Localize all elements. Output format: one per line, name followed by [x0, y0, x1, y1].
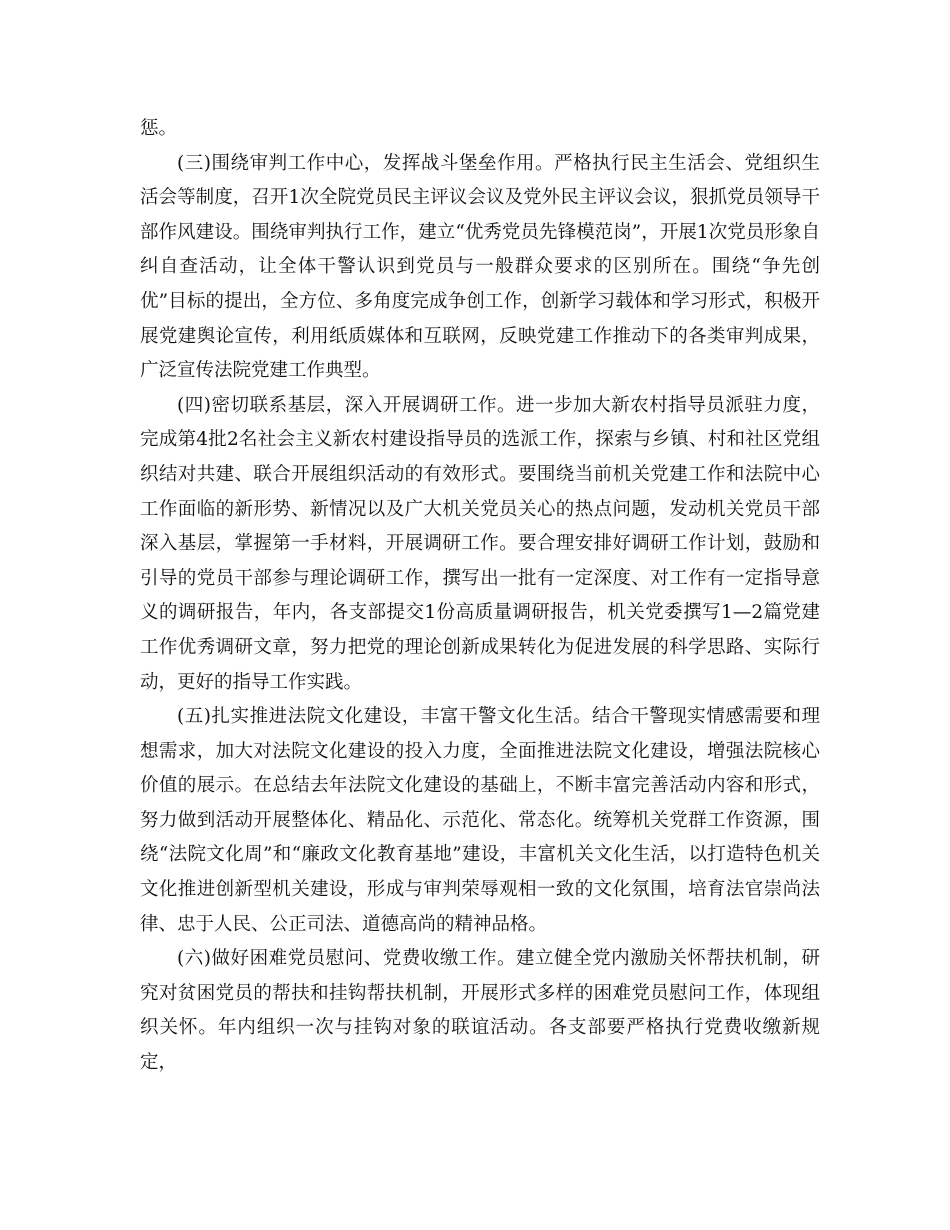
paragraph-6-member-care: (六)做好困难党员慰问、党费收缴工作。建立健全党内激励关怀帮扶机制，研究对贫困党员的帮扶和挂钩帮扶机制，开展形式多样的困难党员慰问工作，体现组织关怀。年内组织一次与挂钩对象的联谊活动。各支部要严格执行党费收缴新规定，: [140, 948, 820, 1074]
paragraph-3-party-leadership: (三)围绕审判工作中心，发挥战斗堡垒作用。严格执行民主生活会、党组织生活会等制度，召开1次全院党员民主评议会议及党外民主评议会议，狠抓党员领导干部作风建设。围绕审判执行工作，建立“优秀党员先锋模范岗”，开展1次党员形象自纠自查活动，让全体干警认识到党员与一般群众要求的区别所在。围绕“争先创优”目标的提出，全方位、多角度完成争创工作，创新学习载体和学习形式，积极开展党建舆论宣传，利用纸质媒体和互联网，反映党建工作推动下的各类审判成果，广泛宣传法院党建工作典型。: [140, 152, 820, 382]
document-body: [140, 112, 820, 1081]
continuation-line: 惩。: [140, 118, 178, 139]
paragraph-4-grassroots-research: (四)密切联系基层，深入开展调研工作。进一步加大新农村指导员派驻力度，完成第4批2名社会主义新农村建设指导员的选派工作，探索与乡镇、村和社区党组织结对共建、联合开展组织活动的有效形式。要围绕当前机关党建工作和法院中心工作面临的新形势、新情况以及广大机关党员关心的热点问题，发动机关党员干部深入基层，掌握第一手材料，开展调研工作。要合理安排好调研工作计划，鼓励和引导的党员干部参与理论调研工作，撰写出一批有一定深度、对工作有一定指导意义的调研报告，年内，各支部提交1份高质量调研报告，机关党委撰写1—2篇党建工作优秀调研文章，努力把党的理论创新成果转化为促进发展的科学思路、实际行动，更好的指导工作实践。: [140, 394, 820, 693]
paragraph-5-court-culture: (五)扎实推进法院文化建设，丰富干警文化生活。结合干警现实情感需要和理想需求，加大对法院文化建设的投入力度，全面推进法院文化建设，增强法院核心价值的展示。在总结去年法院文化建设的基础上，不断丰富完善活动内容和形式，努力做到活动开展整体化、精品化、示范化、常态化。统筹机关党群工作资源，围绕“法院文化周”和“廉政文化教育基地”建设，丰富机关文化生活，以打造特色机关文化推进创新型机关建设，形成与审判荣辱观相一致的文化氛围，培育法官崇尚法律、忠于人民、公正司法、道德高尚的精神品格。: [140, 706, 820, 935]
